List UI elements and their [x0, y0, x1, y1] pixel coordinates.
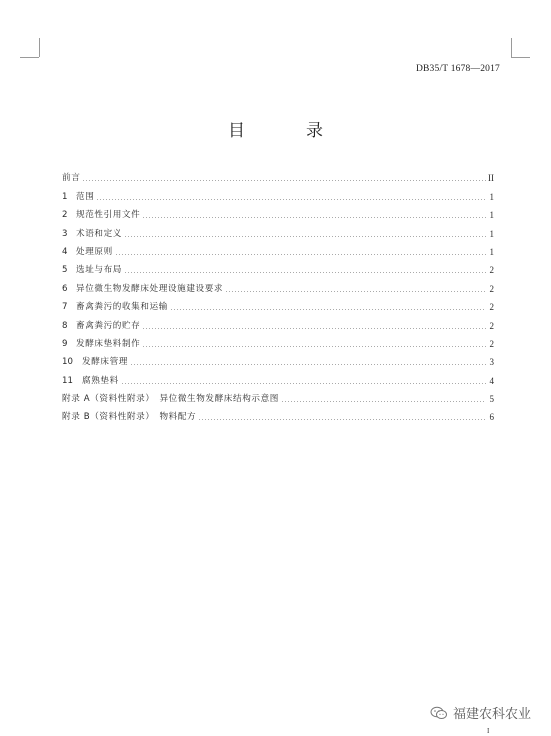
toc-entry-number: 1: [62, 191, 68, 202]
page-number: I: [487, 727, 490, 735]
toc-entry-page: 2: [489, 338, 494, 349]
toc-leader-dots: [96, 199, 486, 200]
toc-entry-number: 8: [62, 320, 68, 331]
toc-entry-page: II: [488, 173, 494, 184]
toc-entry-number: 5: [62, 265, 68, 276]
toc-entry-number: 11: [62, 375, 73, 386]
toc-entry-label: 范围: [76, 191, 95, 202]
toc-leader-dots: [124, 236, 486, 237]
toc-leader-dots: [170, 309, 486, 310]
toc-entry-label: 前言: [62, 173, 81, 184]
toc-entry-label: 附录 B（资料性附录） 物料配方: [62, 412, 197, 423]
toc-entry-label: 附录 A（资料性附录） 异位微生物发酵床结构示意图: [62, 394, 279, 405]
toc-leader-dots: [115, 254, 486, 255]
toc-entry-page: 3: [489, 357, 494, 368]
toc-entry-number: 9: [62, 338, 68, 349]
toc-entry-page: 1: [489, 228, 494, 239]
toc-entry-label: 术语和定义: [76, 228, 122, 239]
toc-entry-page: 2: [489, 265, 494, 276]
toc-leader-dots: [82, 180, 486, 181]
watermark: [430, 703, 531, 722]
toc-leader-dots: [130, 364, 486, 365]
toc-entry-label: 异位微生物发酵床处理设施建设要求: [76, 283, 224, 294]
toc-entry[interactable]: [62, 349, 494, 367]
toc-entry-page: 2: [489, 283, 494, 294]
toc-entry-number: 10: [62, 357, 73, 368]
toc-entry-number: 4: [62, 246, 68, 257]
toc-entry[interactable]: [62, 202, 494, 220]
toc-entry-label: 畜禽粪污的收集和运输: [76, 302, 168, 313]
toc-entry-page: 2: [489, 302, 494, 313]
toc-entry[interactable]: [62, 183, 494, 201]
toc-entry[interactable]: [62, 294, 494, 312]
toc-entry[interactable]: [62, 239, 494, 257]
toc-leader-dots: [225, 291, 486, 292]
toc-entry-page: 4: [489, 375, 494, 386]
toc-entry-label: 规范性引用文件: [76, 210, 141, 221]
toc-entry[interactable]: [62, 275, 494, 293]
wechat-icon: [430, 706, 448, 720]
toc-leader-dots: [124, 272, 486, 273]
toc-entry-page: 5: [489, 394, 494, 405]
toc-entry-label: 发酵床管理: [82, 357, 128, 368]
toc-entry[interactable]: [62, 367, 494, 385]
toc-entry[interactable]: [62, 165, 494, 183]
toc-entry-label: 处理原则: [76, 246, 113, 257]
toc-entry-page: 1: [489, 246, 494, 257]
toc-entry-label: 选址与布局: [76, 265, 122, 276]
toc-entry[interactable]: [62, 312, 494, 330]
toc-entry-page: 1: [489, 210, 494, 221]
watermark-text: 福建农科农业: [453, 707, 532, 722]
toc-leader-dots: [142, 346, 486, 347]
toc-entry-label: 畜禽粪污的贮存: [76, 320, 141, 331]
toc-leader-dots: [198, 419, 486, 420]
toc-entry[interactable]: [62, 331, 494, 349]
toc-entry-number: 3: [62, 228, 68, 239]
toc-entry-page: 1: [489, 191, 494, 202]
toc-entry-label: 发酵床垫料制作: [76, 338, 141, 349]
toc-entry-number: 7: [62, 302, 68, 313]
toc-entry[interactable]: [62, 220, 494, 238]
toc-entry[interactable]: [62, 257, 494, 275]
toc-entry-page: 6: [489, 412, 494, 423]
table-of-contents: [62, 165, 494, 422]
toc-entry-label: 腐熟垫料: [82, 375, 119, 386]
toc-entry-number: 2: [62, 210, 68, 221]
toc-leader-dots: [281, 401, 486, 402]
toc-entry[interactable]: [62, 404, 494, 422]
toc-entry-page: 2: [489, 320, 494, 331]
toc-leader-dots: [142, 217, 486, 218]
toc-leader-dots: [121, 383, 486, 384]
standard-code: DB35/T 1678—2017: [415, 64, 500, 74]
page-title: 目 录: [228, 121, 345, 141]
toc-entry[interactable]: [62, 386, 494, 404]
toc-entry-number: 6: [62, 283, 68, 294]
toc-leader-dots: [142, 328, 486, 329]
